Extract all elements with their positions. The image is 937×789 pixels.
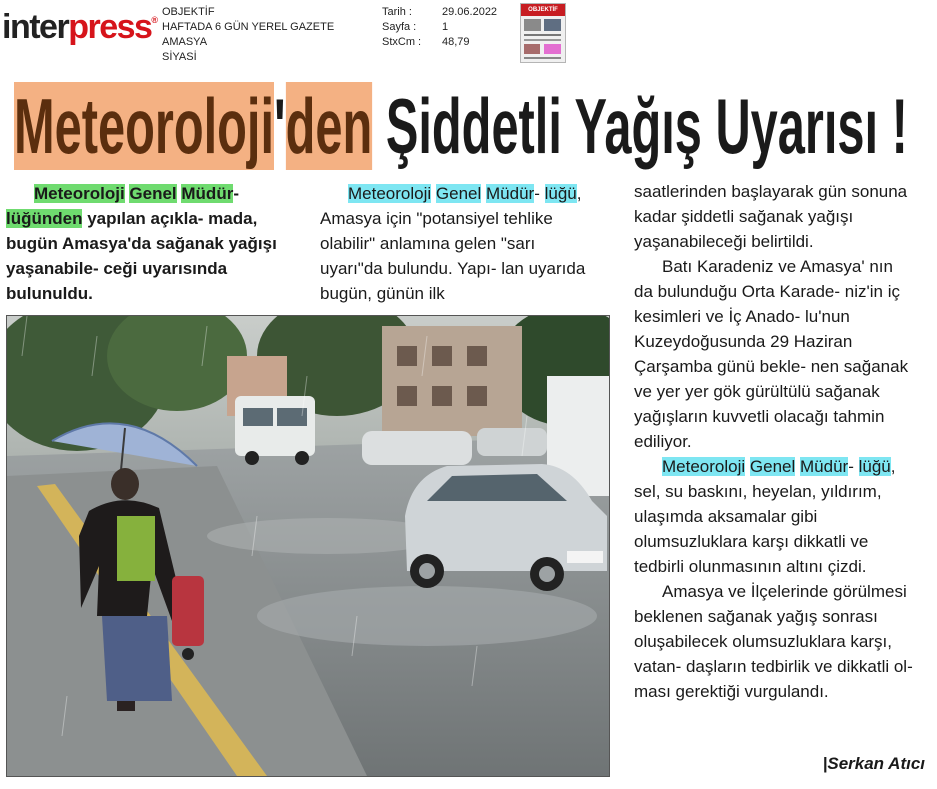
logo-inter-text: inter bbox=[2, 8, 69, 46]
column-2-text bbox=[320, 181, 602, 306]
highlight-word: lüğü bbox=[544, 184, 577, 203]
highlight-word: Müdür bbox=[181, 184, 234, 203]
column-3-paragraph-1: saatlerinden başlayarak gün sonuna kadar şiddetli sağanak yağışı yaşanabileceği belirtildi. bbox=[634, 182, 908, 251]
meta-values bbox=[442, 5, 497, 50]
meta-value-stxcm: 48,79 bbox=[442, 36, 470, 48]
page-thumbnail[interactable] bbox=[520, 3, 566, 63]
meta-label-stxcm: StxCm : bbox=[382, 36, 422, 48]
column-3-paragraph-2: Batı Karadeniz ve Amasya' nın da bulunduğu Orta Karade- niz'in iç kesimleri ve İç Anado- lu'nun Kuzeydoğusunda 29 Haziran Çarşamba günü bekle- nen sağanak ve yer yer gök gürültülü sağanak yağışların kuvvetli olacağı tahmin ediliyor. bbox=[634, 257, 909, 451]
lead-text: yapılan açıkla- mada, bugün Amasya'da sağanak yağışı yaşanabile- ceği uyarısında bulunuldu. bbox=[6, 209, 277, 303]
column-2-body: , Amasya için "potansiyel tehlike olabilir" anlamına gelen "sarı uyarı"da bulundu. Yapı- lan uyarıda bugün, günün ilk bbox=[320, 184, 586, 303]
highlight-word: Genel bbox=[129, 184, 177, 203]
publication-frequency: HAFTADA 6 GÜN YEREL GAZETE bbox=[162, 21, 335, 33]
highlight-word: Meteoroloji bbox=[662, 457, 746, 476]
rain-street-photo bbox=[6, 315, 610, 777]
hyphen: - bbox=[848, 457, 854, 476]
headline-highlight-den: den bbox=[285, 82, 373, 170]
highlight-word: Meteoroloji bbox=[348, 184, 432, 203]
hyphen: - bbox=[534, 184, 540, 203]
meta-labels bbox=[382, 5, 421, 50]
publication-info bbox=[162, 5, 334, 65]
meta-label-date: Tarih : bbox=[382, 6, 412, 18]
highlight-word: Meteoroloji bbox=[34, 184, 125, 203]
headline-highlight-meteoroloji: Meteoroloji bbox=[14, 82, 275, 170]
column-3-text bbox=[634, 179, 916, 704]
interpress-logo bbox=[2, 10, 157, 44]
logo-registered-mark: ® bbox=[151, 15, 157, 25]
meta-label-page: Sayfa : bbox=[382, 21, 417, 33]
meta-value-date: 29.06.2022 bbox=[442, 6, 498, 18]
highlight-word: lüğünden bbox=[6, 209, 83, 228]
highlight-word: Müdür bbox=[800, 457, 849, 476]
column-3-paragraph-4: Amasya ve İlçelerinde görülmesi beklenen sağanak yağış sonrası oluşabilecek olumsuzluklara karşı, vatan- daşların tedbirlik ve dikkatli ol- ması gerektiği vurgulandı. bbox=[634, 582, 913, 701]
headline-rest: Şiddetli Yağış Uyarısı ! bbox=[372, 82, 908, 170]
thumbnail-masthead: OBJEKTİF bbox=[521, 4, 565, 16]
highlight-word: lüğü bbox=[858, 457, 891, 476]
author-byline: |Serkan Atıcı bbox=[822, 754, 925, 773]
column-3-paragraph-3 bbox=[634, 454, 916, 579]
logo-press-text: press bbox=[68, 8, 152, 46]
publication-section: SİYASİ bbox=[162, 51, 197, 63]
meta-value-page: 1 bbox=[442, 21, 449, 33]
lead-paragraph bbox=[6, 181, 286, 306]
highlight-word: Genel bbox=[435, 184, 482, 203]
headline bbox=[14, 76, 908, 176]
headline-apostrophe: ' bbox=[274, 82, 286, 170]
publication-name: OBJEKTİF bbox=[162, 6, 215, 18]
photo-illustration bbox=[7, 316, 609, 776]
column-3-paragraph-3-body: , sel, su baskını, heyelan, yıldırım, ulaşımda aksamalar gibi olumsuzluklara karşı dikkatli ve tedbirli olunmasının altını çizdi. bbox=[634, 457, 896, 576]
highlight-word: Müdür bbox=[486, 184, 535, 203]
highlight-word: Genel bbox=[749, 457, 796, 476]
publication-city: AMASYA bbox=[162, 36, 208, 48]
hyphen: - bbox=[233, 184, 239, 203]
